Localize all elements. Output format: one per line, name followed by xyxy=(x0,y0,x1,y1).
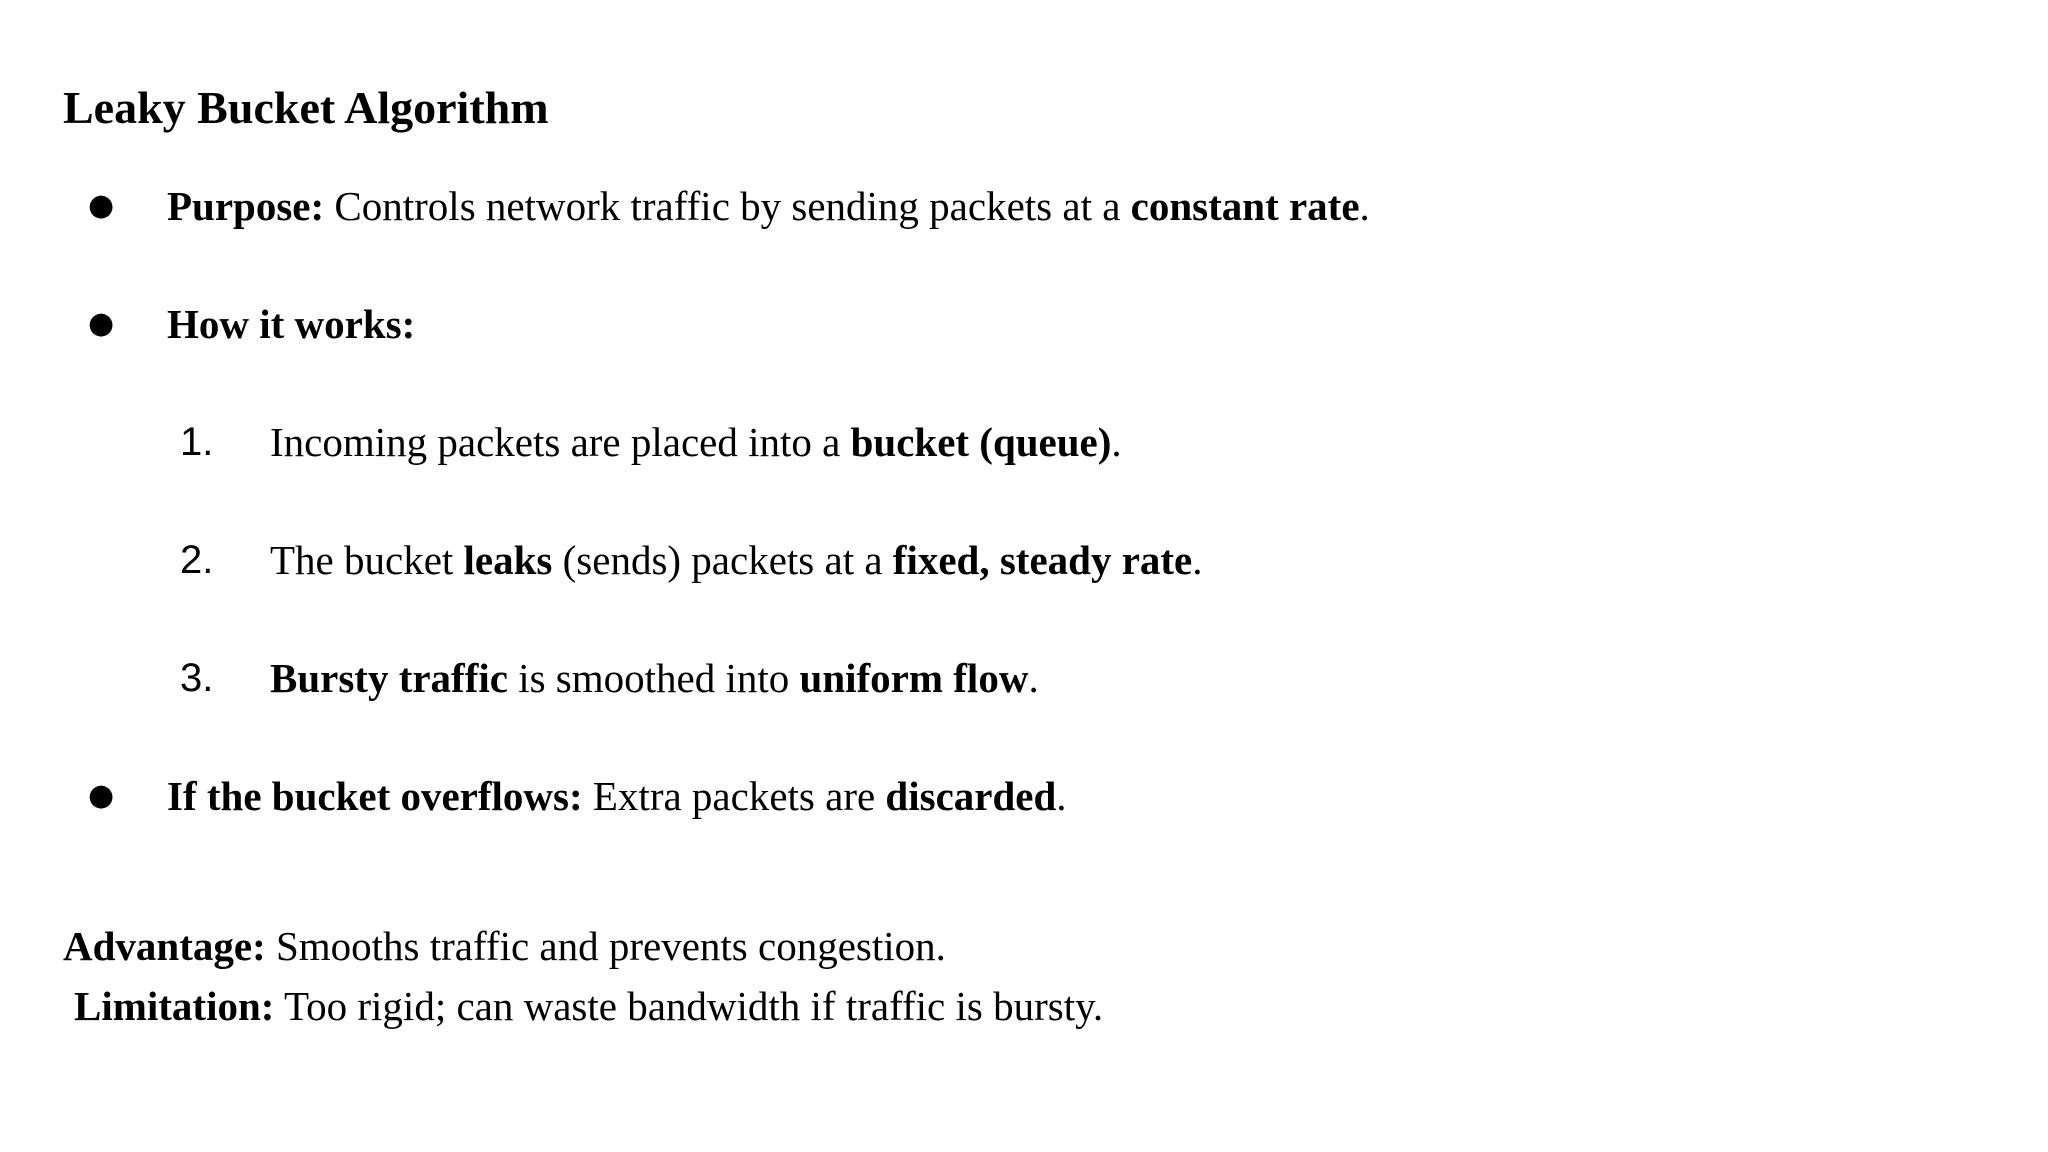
step-text-part: . xyxy=(1192,537,1203,583)
overflow-label: If the bucket overflows: xyxy=(167,773,583,819)
step-text xyxy=(270,534,1203,586)
step-number: 1. xyxy=(180,420,214,464)
step-emphasis: Bursty traffic xyxy=(270,655,508,701)
purpose-text xyxy=(167,180,1370,232)
advantage-text: Smooths traffic and prevents congestion. xyxy=(265,923,946,969)
step-text-part: is smoothed into xyxy=(507,655,800,701)
step-text-part: . xyxy=(1111,419,1122,465)
purpose-description: Controls network traffic by sending packets at a xyxy=(324,183,1131,229)
step-text-part: (sends) packets at a xyxy=(552,537,893,583)
step-text-part: The bucket xyxy=(270,537,464,583)
bullet-dot: ● xyxy=(88,188,115,223)
slide-title: Leaky Bucket Algorithm xyxy=(63,82,549,133)
overflow-text xyxy=(167,770,1067,822)
step-text xyxy=(270,416,1122,468)
step-number: 2. xyxy=(180,538,214,582)
advantage-line xyxy=(63,920,946,972)
purpose-label: Purpose: xyxy=(167,183,325,229)
step-text-part: . xyxy=(1028,655,1039,701)
bullet-dot: ● xyxy=(88,306,115,341)
overflow-description: Extra packets are xyxy=(582,773,886,819)
advantage-label: Advantage: xyxy=(63,923,266,969)
step-number: 3. xyxy=(180,656,214,700)
overflow-emphasis: discarded xyxy=(885,773,1057,819)
limitation-line xyxy=(74,980,1103,1032)
limitation-label: Limitation: xyxy=(74,983,275,1029)
purpose-emphasis: constant rate xyxy=(1130,183,1360,229)
bullet-dot: ● xyxy=(88,778,115,813)
overflow-period: . xyxy=(1056,773,1067,819)
step-emphasis: leaks xyxy=(463,537,553,583)
step-emphasis: uniform flow xyxy=(799,655,1029,701)
step-emphasis: bucket (queue) xyxy=(850,419,1112,465)
step-text xyxy=(270,652,1039,704)
limitation-text: Too rigid; can waste bandwidth if traffic is bursty. xyxy=(274,983,1104,1029)
step-text-part: Incoming packets are placed into a xyxy=(270,419,851,465)
purpose-period: . xyxy=(1359,183,1370,229)
how-it-works-label: How it works: xyxy=(167,301,416,347)
step-emphasis: fixed, steady rate xyxy=(892,537,1193,583)
